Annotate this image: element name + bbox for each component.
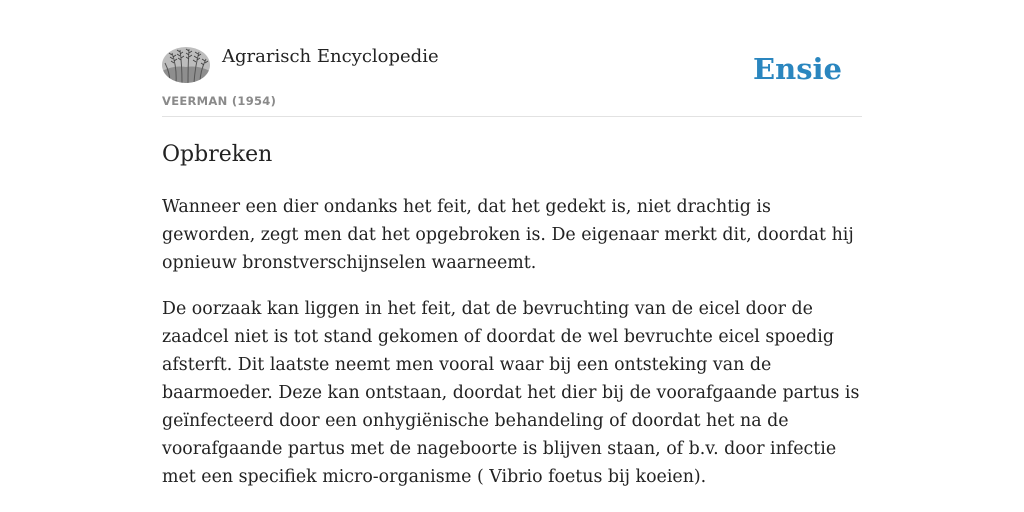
source-subtitle: VEERMAN (1954): [162, 94, 277, 108]
article-paragraph: De oorzaak kan liggen in het feit, dat de bevruchting van de eicel door de zaadcel niet is tot stand gekomen of doordat de wel bevruchte eicel spoedig afsterft. Dit laatste neemt men vooral waar bij een ontsteking van de baarmoeder. Deze kan ontstaan, doordat het dier bij de voorafgaande partus is geïnfecteerd door een onhygiënische behandeling of doordat het na de voorafgaande partus met de nageboorte is blijven staan, of b.v. door infectie met een specifiek micro-organisme ( Vibrio foetus bij koeien).: [162, 299, 860, 487]
article-paragraph: Wanneer een dier ondanks het feit, dat het gedekt is, niet drachtig is geworden, zegt men dat het opgebroken is. De eigenaar merkt dit, doordat hij opnieuw bronstverschijnselen waarneemt.: [162, 197, 854, 273]
source-header: [162, 44, 862, 117]
wheat-engraving-icon[interactable]: [162, 47, 210, 83]
article-title: Opbreken: [162, 142, 273, 167]
brand-logo-link[interactable]: Ensie: [753, 52, 842, 86]
source-title[interactable]: Agrarisch Encyclopedie: [222, 46, 439, 67]
article: [162, 139, 862, 509]
